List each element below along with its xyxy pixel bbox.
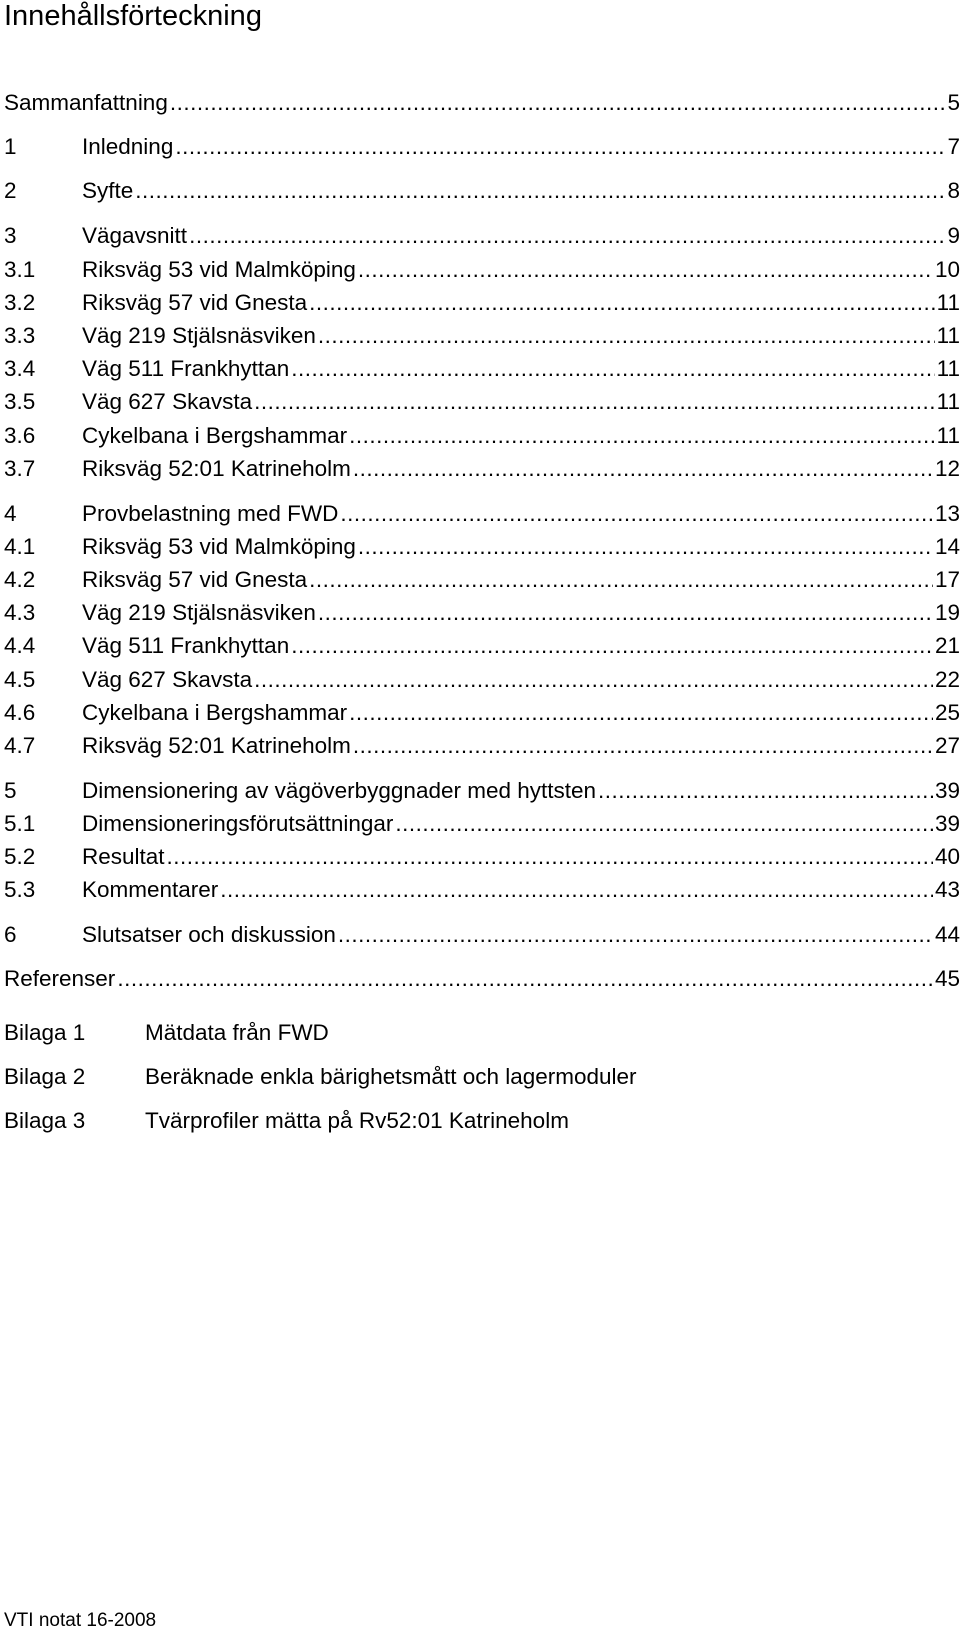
toc-entry-4-2[interactable] bbox=[4, 563, 960, 597]
toc-entry-page: 11 bbox=[936, 389, 960, 414]
toc-entry-label: Vägavsnitt bbox=[82, 223, 188, 248]
toc-entry-number: 4.7 bbox=[4, 733, 36, 758]
toc-entry-4-6[interactable] bbox=[4, 696, 960, 730]
toc-entry-3-3[interactable] bbox=[4, 319, 960, 353]
toc-entry-number: 4.3 bbox=[4, 600, 36, 625]
toc-entry-number: 4.1 bbox=[4, 534, 36, 559]
toc-entry-page: 19 bbox=[934, 600, 960, 625]
toc-leader bbox=[170, 86, 946, 120]
toc-entry-label: Cykelbana i Bergshammar bbox=[82, 423, 348, 448]
toc-entry-label: Riksväg 57 vid Gnesta bbox=[82, 290, 308, 315]
toc-entry-page: 11 bbox=[936, 290, 960, 315]
toc-entry-page: 7 bbox=[947, 134, 960, 159]
toc-entry-page: 45 bbox=[934, 966, 960, 991]
toc-leader bbox=[117, 962, 933, 996]
toc-entry-5-2[interactable] bbox=[4, 840, 960, 874]
toc-entry-page: 25 bbox=[934, 700, 960, 725]
toc-leader bbox=[254, 663, 933, 697]
toc-entry-label: Riksväg 52:01 Katrineholm bbox=[82, 456, 351, 481]
toc-leader bbox=[340, 497, 933, 531]
toc-entry-number: 5.3 bbox=[4, 877, 36, 902]
toc-entry-label: Riksväg 53 vid Malmköping bbox=[82, 534, 356, 559]
toc-entry-5-1[interactable] bbox=[4, 807, 960, 841]
toc-leader bbox=[338, 918, 933, 952]
toc-entry-label: Syfte bbox=[82, 178, 134, 203]
toc-entry-2[interactable] bbox=[4, 174, 960, 208]
toc-entry-number: 3.3 bbox=[4, 323, 36, 348]
page-footer: VTI notat 16-2008 bbox=[4, 1610, 157, 1631]
toc-entry-page: 9 bbox=[947, 223, 960, 248]
toc-entry-4-1[interactable] bbox=[4, 530, 960, 564]
toc-leader bbox=[175, 130, 945, 164]
toc-entry-page: 14 bbox=[934, 534, 960, 559]
toc-leader bbox=[309, 563, 933, 597]
toc-entry-number: 4.4 bbox=[4, 633, 36, 658]
toc-entry-page: 8 bbox=[947, 178, 960, 203]
toc-entry-label: Dimensioneringsförutsättningar bbox=[82, 811, 394, 836]
toc-entry-number: 3.2 bbox=[4, 290, 36, 315]
toc-entry-number: 3.4 bbox=[4, 356, 36, 381]
toc-entry-page: 43 bbox=[934, 877, 960, 902]
toc-entry-label: Riksväg 53 vid Malmköping bbox=[82, 257, 356, 282]
toc-entry-number: 3 bbox=[4, 223, 17, 248]
toc-entry-3-6[interactable] bbox=[4, 419, 960, 453]
toc-entry-label: Referenser bbox=[4, 966, 116, 991]
toc-entry-page: 27 bbox=[934, 733, 960, 758]
toc-entry-page: 39 bbox=[934, 778, 960, 803]
toc-leader bbox=[254, 385, 935, 419]
toc-entry-page: 21 bbox=[934, 633, 960, 658]
toc-leader bbox=[291, 352, 934, 386]
toc-leader bbox=[309, 286, 935, 320]
toc-entry-number: 3.7 bbox=[4, 456, 36, 481]
toc-leader bbox=[353, 452, 933, 486]
toc-leader bbox=[189, 219, 945, 253]
toc-entry-number: 3.5 bbox=[4, 389, 36, 414]
toc-leader bbox=[358, 530, 933, 564]
toc-entry-4[interactable] bbox=[4, 497, 960, 531]
toc-entry-number: 4.6 bbox=[4, 700, 36, 725]
toc-entry-6[interactable] bbox=[4, 918, 960, 952]
toc-leader bbox=[291, 629, 933, 663]
toc-entry-label: Kommentarer bbox=[82, 877, 219, 902]
toc-entry-3-1[interactable] bbox=[4, 253, 960, 287]
toc-entry-referenser[interactable] bbox=[4, 962, 960, 996]
appendix-name: Bilaga 2 bbox=[4, 1064, 86, 1089]
toc-entry-page: 17 bbox=[934, 567, 960, 592]
toc-entry-4-7[interactable] bbox=[4, 729, 960, 763]
toc-entry-page: 39 bbox=[934, 811, 960, 836]
toc-entry-label: Resultat bbox=[82, 844, 165, 869]
toc-leader bbox=[220, 873, 933, 907]
toc-entry-number: 3.6 bbox=[4, 423, 36, 448]
appendix-description: Beräknade enkla bärighetsmått och lagermoduler bbox=[145, 1064, 637, 1089]
toc-leader bbox=[598, 774, 933, 808]
toc-entry-label: Provbelastning med FWD bbox=[82, 501, 339, 526]
toc-entry-number: 2 bbox=[4, 178, 17, 203]
toc-entry-4-5[interactable] bbox=[4, 663, 960, 697]
toc-entry-number: 4 bbox=[4, 501, 17, 526]
toc-entry-label: Riksväg 57 vid Gnesta bbox=[82, 567, 308, 592]
toc-entry-page: 5 bbox=[947, 90, 960, 115]
toc-entry-5[interactable] bbox=[4, 774, 960, 808]
toc-entry-3-5[interactable] bbox=[4, 385, 960, 419]
toc-entry-label: Cykelbana i Bergshammar bbox=[82, 700, 348, 725]
toc-entry-number: 6 bbox=[4, 922, 17, 947]
toc-entry-page: 11 bbox=[936, 423, 960, 448]
toc-entry-number: 5.1 bbox=[4, 811, 36, 836]
toc-entry-label: Väg 511 Frankhyttan bbox=[82, 356, 290, 381]
toc-entry-page: 11 bbox=[936, 356, 960, 381]
toc-entry-page: 13 bbox=[934, 501, 960, 526]
toc-leader bbox=[349, 419, 935, 453]
page-title: Innehållsförteckning bbox=[4, 0, 262, 32]
toc-entry-label: Inledning bbox=[82, 134, 174, 159]
toc-entry-label: Slutsatser och diskussion bbox=[82, 922, 336, 947]
toc-entry-number: 4.2 bbox=[4, 567, 36, 592]
toc-entry-number: 3.1 bbox=[4, 257, 36, 282]
toc-entry-number: 5 bbox=[4, 778, 17, 803]
toc-entry-page: 10 bbox=[934, 257, 960, 282]
toc-entry-label: Väg 627 Skavsta bbox=[82, 389, 253, 414]
toc-entry-number: 4.5 bbox=[4, 667, 36, 692]
toc-entry-label: Väg 511 Frankhyttan bbox=[82, 633, 290, 658]
toc-entry-3-4[interactable] bbox=[4, 352, 960, 386]
toc-entry-sammanfattning[interactable] bbox=[4, 86, 960, 120]
toc-entry-page: 44 bbox=[934, 922, 960, 947]
toc-entry-label: Väg 627 Skavsta bbox=[82, 667, 253, 692]
toc-entry-page: 11 bbox=[936, 323, 960, 348]
toc-entry-label: Dimensionering av vägöverbyggnader med hyttsten bbox=[82, 778, 597, 803]
toc-entry-4-4[interactable] bbox=[4, 629, 960, 663]
toc-leader bbox=[349, 696, 933, 730]
toc-leader bbox=[135, 174, 945, 208]
toc-leader bbox=[318, 319, 935, 353]
toc-entry-3-7[interactable] bbox=[4, 452, 960, 486]
toc-leader bbox=[167, 840, 933, 874]
toc-leader bbox=[318, 596, 933, 630]
toc-leader bbox=[395, 807, 933, 841]
toc-entry-3[interactable] bbox=[4, 219, 960, 253]
toc-entry-number: 1 bbox=[4, 134, 17, 159]
toc-entry-label: Väg 219 Stjälsnäsviken bbox=[82, 600, 316, 625]
toc-entry-1[interactable] bbox=[4, 130, 960, 164]
toc-entry-number: 5.2 bbox=[4, 844, 36, 869]
toc-entry-page: 12 bbox=[934, 456, 960, 481]
toc-entry-3-2[interactable] bbox=[4, 286, 960, 320]
toc-entry-page: 22 bbox=[934, 667, 960, 692]
toc-entry-5-3[interactable] bbox=[4, 873, 960, 907]
toc-entry-label: Väg 219 Stjälsnäsviken bbox=[82, 323, 316, 348]
toc-entry-page: 40 bbox=[934, 844, 960, 869]
toc-entry-label: Sammanfattning bbox=[4, 90, 168, 115]
appendix-name: Bilaga 1 bbox=[4, 1020, 86, 1045]
appendix-description: Mätdata från FWD bbox=[145, 1020, 329, 1045]
toc-entry-label: Riksväg 52:01 Katrineholm bbox=[82, 733, 351, 758]
toc-leader bbox=[358, 253, 933, 287]
toc-leader bbox=[353, 729, 933, 763]
appendix-name: Bilaga 3 bbox=[4, 1108, 86, 1133]
appendix-description: Tvärprofiler mätta på Rv52:01 Katrineholm bbox=[145, 1108, 569, 1133]
toc-entry-4-3[interactable] bbox=[4, 596, 960, 630]
